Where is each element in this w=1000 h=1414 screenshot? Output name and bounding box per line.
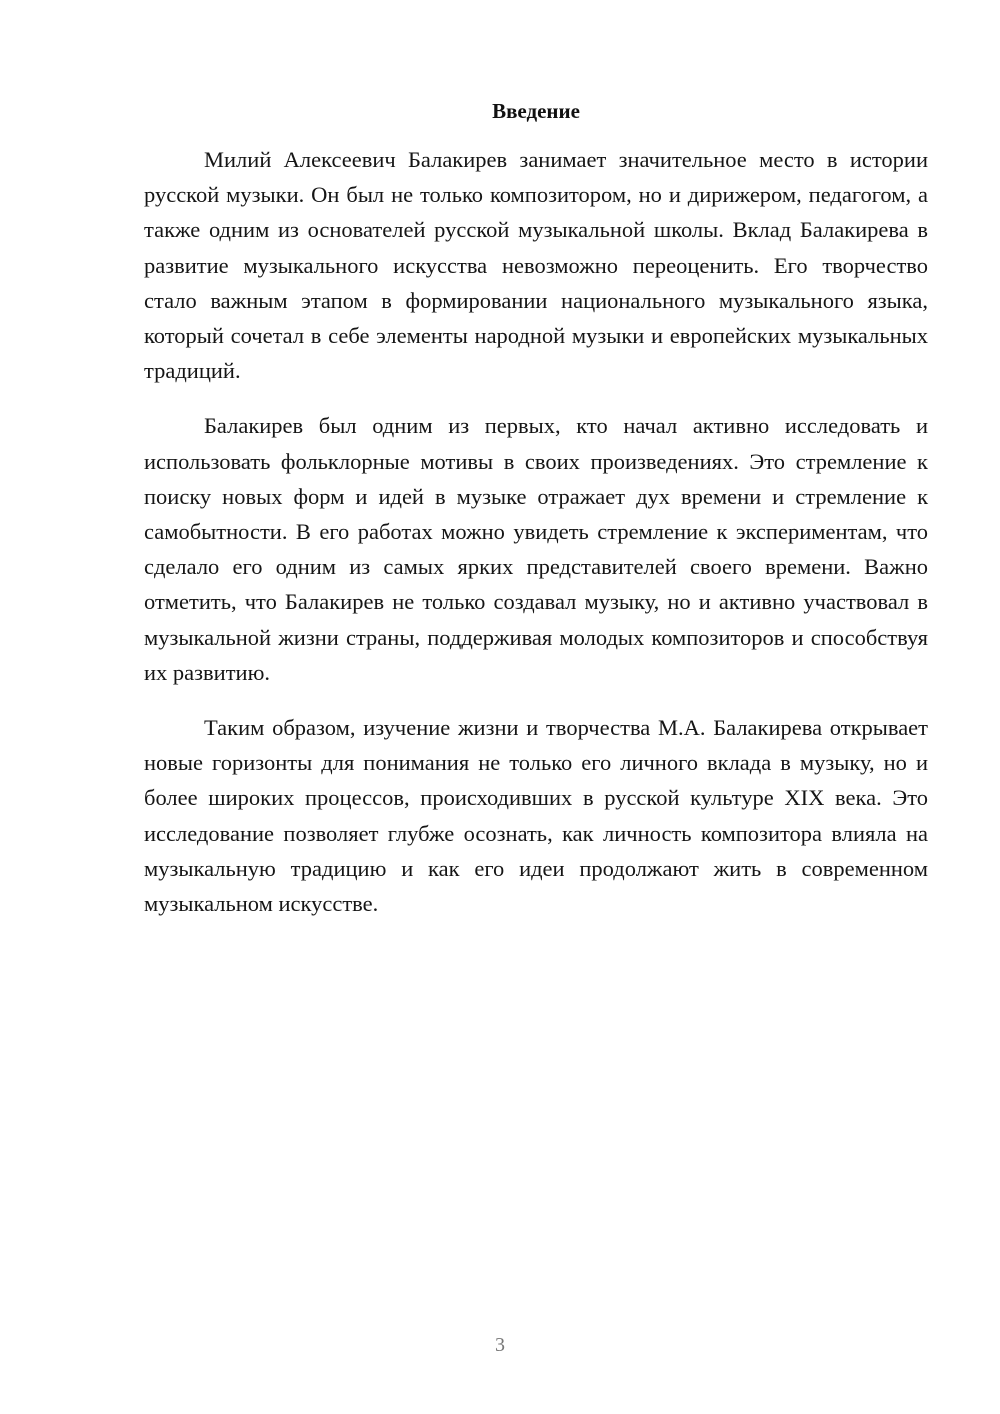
paragraph-3: Таким образом, изучение жизни и творчества М.А. Балакирева открывает новые горизонты для понимания не только его личного вклада в музыку, но и более широких процессов, происходивших в русской культуре XIX века. Это исследование позволяет глубже осознать, как личность композитора влияла на музыкальную традицию и как его идеи продолжают жить в современном музыкальном искусстве.: [144, 715, 928, 917]
paragraph-1: Милий Алексеевич Балакирев занимает значительное место в истории русской музыки. Он был не только композитором, но и дирижером, педагогом, а также одним из основателей русской музыкальной школы. Вклад Балакирева в развитие музыкального искусства невозможно переоценить. Его творчество стало важным этапом в формировании национального музыкального языка, который сочетал в себе элементы народной музыки и европейских музыкальных традиций.: [144, 147, 928, 384]
page-content: [144, 96, 928, 921]
paragraph-2: Балакирев был одним из первых, кто начал активно исследовать и использовать фольклорные мотивы в своих произведениях. Это стремление к поиску новых форм и идей в музыке отражает дух времени и стремление к самобытности. В его работах можно увидеть стремление к экспериментам, что сделало его одним из самых ярких представителей своего времени. Важно отметить, что Балакирев не только создавал музыку, но и активно участвовал в музыкальной жизни страны, поддерживая молодых композиторов и способствуя их развитию.: [144, 413, 928, 685]
section-heading: Введение: [492, 99, 580, 123]
page-number: 3: [495, 1334, 505, 1356]
